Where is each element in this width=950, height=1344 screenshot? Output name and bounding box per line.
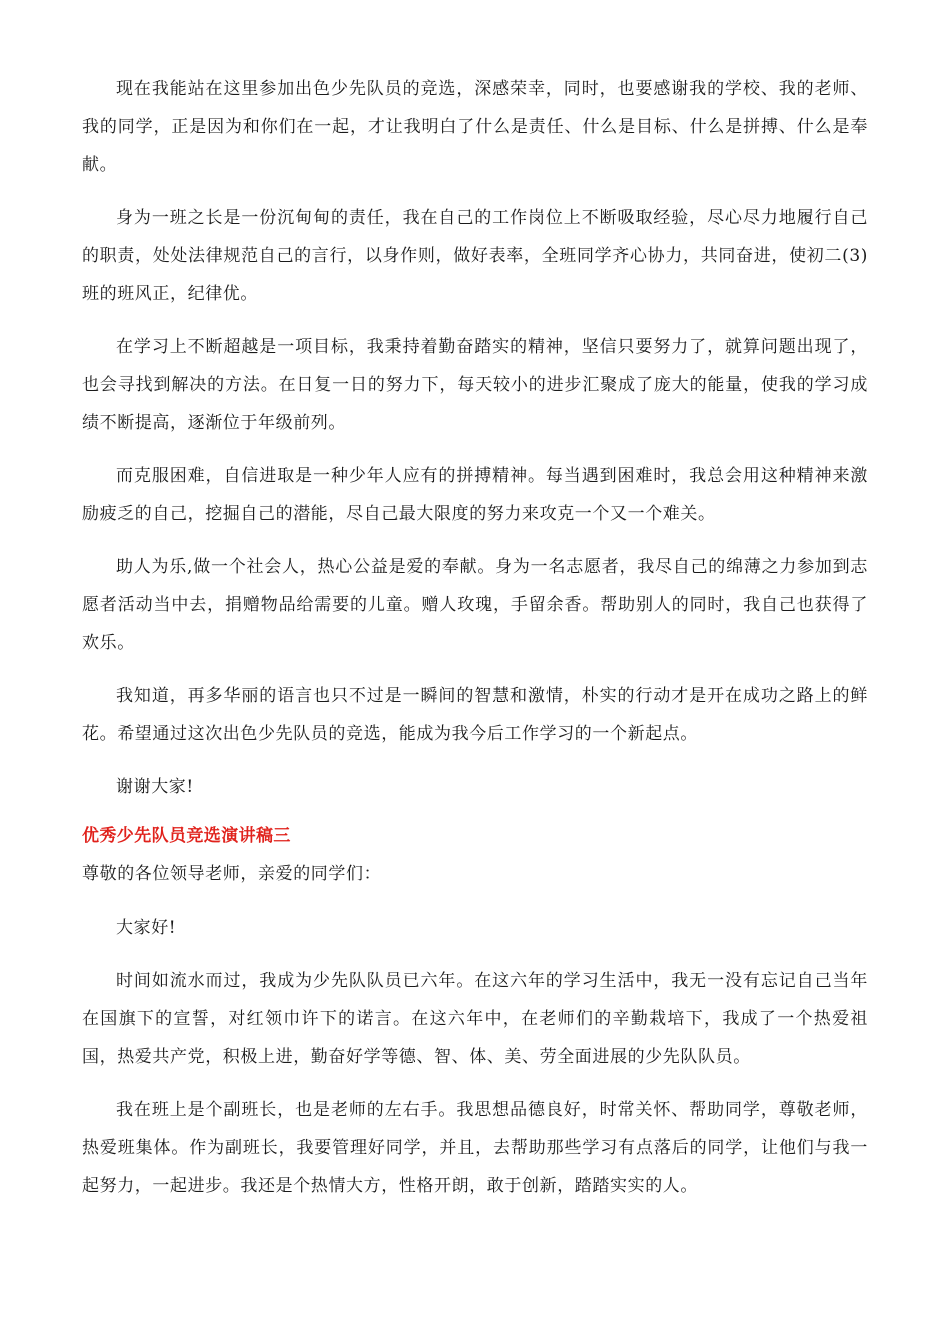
paragraph-study: 在学习上不断超越是一项目标，我秉持着勤奋踏实的精神，坚信只要努力了，就算问题出现了，也会寻找到解决的方法。在日复一日的努力下，每天较小的进步汇聚成了庞大的能量，使我的学习成绩不断提高，逐渐位于年级前列。 [82,337,868,433]
paragraph-vice-monitor: 我在班上是个副班长，也是老师的左右手。我思想品德良好，时常关怀、帮助同学，尊敬老师，热爱班集体。作为副班长，我要管理好同学，并且，去帮助那些学习有点落后的同学，让他们与我一起努力，一起进步。我还是个热情大方，性格开朗，敢于创新，踏踏实实的人。 [82,1100,868,1196]
paragraph-honor: 现在我能站在这里参加出色少先队员的竞选，深感荣幸，同时，也要感谢我的学校、我的老师、我的同学，正是因为和你们在一起，才让我明白了什么是责任、什么是目标、什么是拼搏、什么是奉献。 [82,79,868,175]
salutation: 尊敬的各位领导老师，亲爱的同学们： [82,864,382,884]
paragraph-thanks: 谢谢大家! [116,777,194,797]
paragraph-class-leader: 身为一班之长是一份沉甸甸的责任，我在自己的工作岗位上不断吸取经验，尽心尽力地履行自己的职责，处处法律规范自己的言行，以身作则，做好表率，全班同学齐心协力，共同奋进，使初二(3)班的班风正，纪律优。 [82,208,868,304]
document-page [82,70,868,1220]
paragraph-conclusion: 我知道，再多华丽的语言也只不过是一瞬间的智慧和激情，朴实的行动才是开在成功之路上的鲜花。希望通过这次出色少先队员的竞选，能成为我今后工作学习的一个新起点。 [82,686,868,744]
paragraph-greeting: 大家好! [116,918,177,938]
paragraph-overcome-difficulty: 而克服困难，自信进取是一种少年人应有的拼搏精神。每当遇到困难时，我总会用这种精神来激励疲乏的自己，挖掘自己的潜能，尽自己最大限度的努力来攻克一个又一个难关。 [82,466,868,524]
paragraph-six-years: 时间如流水而过，我成为少先队队员已六年。在这六年的学习生活中，我无一没有忘记自己当年在国旗下的宣誓，对红领巾许下的诺言。在这六年中，在老师们的辛勤栽培下，我成了一个热爱祖国，热爱共产党，积极上进，勤奋好学等德、智、体、美、劳全面进展的少先队队员。 [82,971,868,1067]
section-heading: 优秀少先队员竞选演讲稿三 [82,826,291,846]
paragraph-volunteer: 助人为乐,做一个社会人，热心公益是爱的奉献。身为一名志愿者，我尽自己的绵薄之力参加到志愿者活动当中去，捐赠物品给需要的儿童。赠人玫瑰，手留余香。帮助别人的同时，我自己也获得了欢乐。 [82,557,868,653]
